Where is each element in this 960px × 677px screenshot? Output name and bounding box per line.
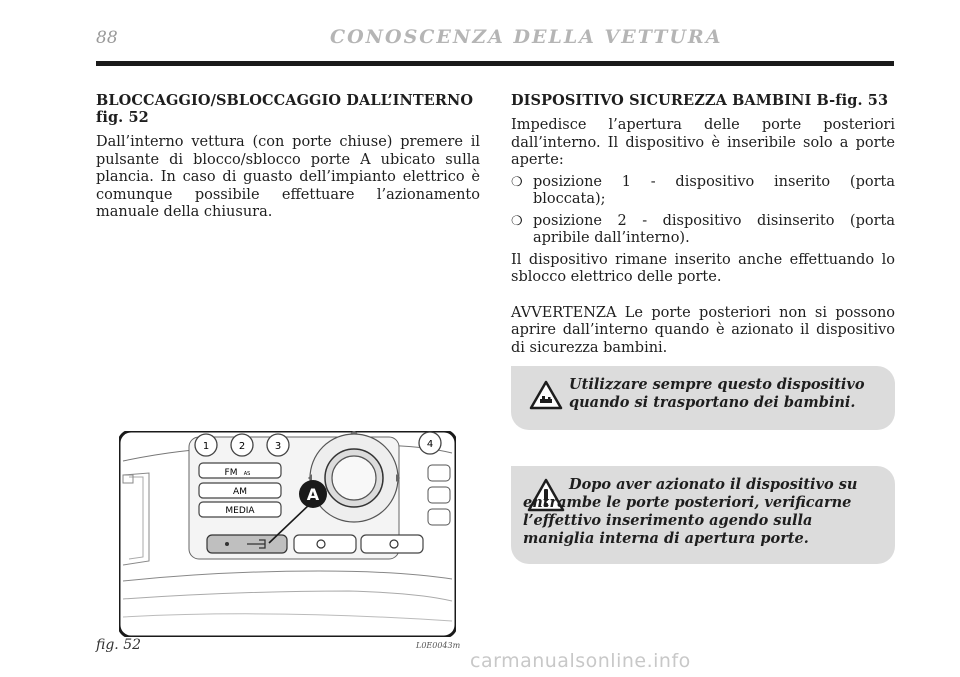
left-column [96,92,480,232]
callout-label: A [306,485,320,504]
fm-button-suffix: AS [243,471,251,477]
media-button: MEDIA [225,506,255,516]
page-number: 88 [96,28,118,48]
preset-4: 4 [426,439,434,450]
preset-2: 2 [238,441,246,452]
dashboard-figure [119,431,456,637]
bullet-mark: ❍ [511,174,523,190]
fm-button: FM [224,468,238,478]
figure-code: L0E0043m [416,641,461,650]
warning-box-verify [511,466,895,564]
watermark: carmanualsonline.info [470,650,691,672]
bullet-text: posizione 2 - dispositivo disinserito (porta apribile dall’interno). [533,212,895,246]
warning-text: Le porte posteriori non si possono aprire dall’interno quando è azionato il dispositivo di sicurezza bambini. [511,304,896,356]
warning-label: AVVERTENZA [511,304,617,321]
section-body-lock-unlock: Dall’interno vettura (con porte chiuse) premere il pulsante di blocco/sblocco porte A ubicato sulla plancia. In caso di guasto dell’impianto elettrico è comunque possibile effettuare l’azionamento manuale della chiusura. [96,134,480,220]
child-lock-after: Il dispositivo rimane inserito anche effettuando lo sblocco elettrico delle porte. [511,251,895,285]
child-lock-intro: Impedisce l’apertura delle porte posteriori dall’interno. Il dispositivo è inseribile solo a porte aperte: [511,117,895,168]
section-heading-lock-unlock: BLOCCAGGIO/SBLOCCAGGIO DALL’INTERNO fig. 52 [96,92,474,126]
header-rule [96,61,894,66]
warning-box-text: Dopo aver azionato il dispositivo su entrambe le porte posteriori, verificarne l’effettivo inserimento agendo sulla maniglia interna di apertura porte. [523,476,858,547]
warning-paragraph [511,305,895,358]
child-seat-warning-icon [529,380,563,410]
right-column [511,92,895,367]
warning-box-children [511,366,895,430]
bullet-text: posizione 1 - dispositivo inserito (porta bloccata); [533,173,895,207]
bullet-item [511,213,895,248]
bullet-mark: ❍ [511,213,523,229]
running-head: CONOSCENZA DELLA VETTURA [330,26,723,48]
figure-caption: fig. 52 [96,637,142,653]
warning-box-text: Utilizzare sempre questo dispositivo quando si trasportano dei bambini. [569,376,865,411]
bullet-item [511,174,895,209]
section-heading-child-lock: DISPOSITIVO SICUREZZA BAMBINI B-fig. 53 [511,92,889,109]
am-button: AM [233,487,247,497]
preset-3: 3 [274,441,282,452]
preset-1: 1 [202,441,210,452]
